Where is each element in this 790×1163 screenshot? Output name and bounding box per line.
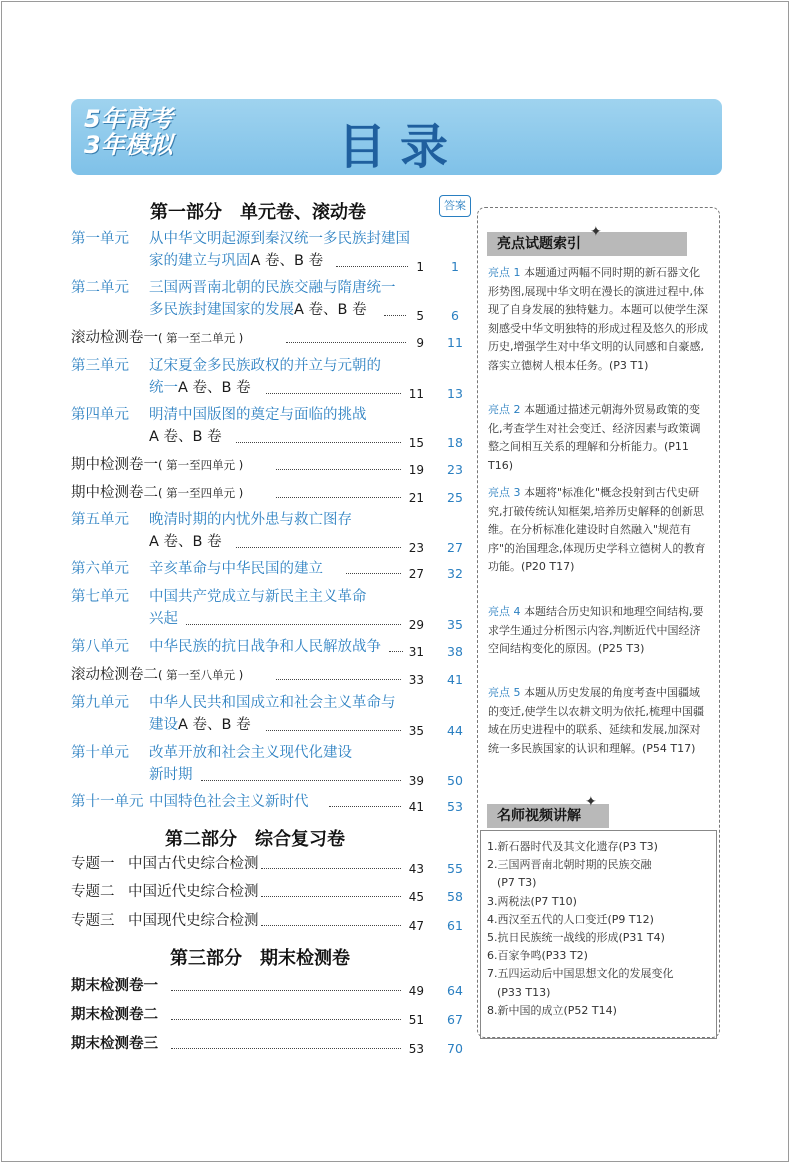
unit-title-line2: 建设 — [149, 717, 178, 733]
unit-title-line1: 中国特色社会主义新时代 — [149, 794, 309, 810]
exam-scope: ( 第一至四单元 ) — [158, 458, 244, 472]
topic-label: 专题二 — [71, 884, 115, 900]
video-item[interactable]: 7.五四运动后中国思想文化的发展变化 — [487, 967, 674, 981]
unit-label: 第三单元 — [71, 358, 129, 374]
video-item[interactable]: 1.新石器时代及其文化遗存(P3 T3) — [487, 840, 658, 853]
toc-entry-unit-7[interactable] — [71, 585, 471, 635]
unit-title-line2: 兴起 — [149, 611, 178, 627]
unit-volumes: A 卷、B 卷 — [178, 717, 251, 733]
answer-page: 23 — [447, 462, 463, 477]
toc-entry-topic-1[interactable] — [71, 852, 471, 878]
answer-page: 6 — [451, 308, 459, 323]
unit-label: 第五单元 — [71, 512, 129, 528]
answer-page: 27 — [447, 540, 463, 555]
toc-entry-unit-1[interactable] — [71, 227, 471, 277]
leader-dots — [261, 896, 401, 897]
highlights-heading: 亮点试题索引 — [487, 232, 687, 256]
answer-page: 18 — [447, 435, 463, 450]
answer-page: 38 — [447, 644, 463, 659]
toc-entry-topic-2[interactable] — [71, 880, 471, 906]
page-number: 41 — [408, 800, 424, 814]
answer-page: 67 — [447, 1012, 463, 1027]
leader-dots — [186, 624, 401, 625]
leader-dots — [286, 342, 406, 343]
leader-dots — [171, 1048, 401, 1049]
page-title: 目录 — [337, 119, 462, 175]
toc-entry-unit-6[interactable] — [71, 557, 471, 583]
answer-page: 1 — [451, 259, 459, 274]
page-number: 33 — [408, 673, 424, 687]
toc-entry-rolling-2[interactable] — [71, 663, 471, 689]
page-number: 49 — [408, 984, 424, 998]
toc-entry-unit-5[interactable] — [71, 508, 471, 558]
video-item[interactable]: 8.新中国的成立(P52 T14) — [487, 1003, 617, 1017]
unit-label: 第十一单元 — [71, 794, 144, 810]
unit-volumes: A 卷、B 卷 — [178, 380, 251, 396]
leader-dots — [261, 868, 401, 869]
video-item[interactable]: 5.抗日民族统一战线的形成(P31 T4) — [487, 931, 665, 945]
unit-title-line2: 新时期 — [149, 767, 193, 783]
unit-label: 第六单元 — [71, 561, 129, 577]
page-number: 15 — [408, 436, 424, 450]
unit-title-line1: 改革开放和社会主义现代化建设 — [149, 745, 352, 761]
unit-volumes: A 卷、B 卷 — [149, 534, 222, 550]
page-number: 5 — [416, 309, 424, 323]
topic-title: 中国近代史综合检测 — [128, 884, 259, 900]
toc-entry-unit-8[interactable] — [71, 635, 471, 661]
video-item-cont[interactable]: (P7 T3) — [497, 876, 537, 890]
toc-entry-final-3[interactable] — [71, 1032, 471, 1058]
toc-entry-final-1[interactable] — [71, 974, 471, 1000]
leader-dots — [266, 730, 401, 731]
page-number: 9 — [416, 336, 424, 350]
topic-title: 中国古代史综合检测 — [128, 856, 259, 872]
unit-title-line1: 明清中国版图的奠定与面临的挑战 — [149, 407, 367, 423]
toc-entry-unit-10[interactable] — [71, 741, 471, 791]
unit-label: 第一单元 — [71, 231, 129, 247]
highlight-tag: 亮点 1 — [488, 266, 521, 279]
unit-title-line1: 中华人民共和国成立和社会主义革命与 — [149, 695, 396, 711]
video-item[interactable]: 3.两税法(P7 T10) — [487, 894, 577, 908]
topic-title: 中国现代史综合检测 — [128, 913, 259, 929]
toc-entry-unit-3[interactable] — [71, 354, 471, 404]
toc-entry-unit-2[interactable] — [71, 276, 471, 326]
exam-scope: ( 第一至八单元 ) — [158, 668, 244, 682]
unit-label: 第八单元 — [71, 639, 129, 655]
page-number: 53 — [408, 1042, 424, 1056]
unit-volumes: A 卷、B 卷 — [250, 253, 324, 269]
unit-volumes: A 卷、B 卷 — [294, 302, 367, 318]
logo-line1: 5年高考 — [84, 105, 173, 133]
toc-entry-midterm-2[interactable] — [71, 481, 471, 507]
unit-volumes: A 卷、B 卷 — [149, 429, 222, 445]
answer-page: 35 — [447, 617, 463, 632]
video-item[interactable]: 4.西汉至五代的人口变迁(P9 T12) — [487, 912, 654, 926]
highlight-4[interactable] — [488, 603, 710, 659]
unit-title-line2: 多民族封建国家的发展 — [149, 302, 294, 318]
unit-title-line1: 从中华文明起源到秦汉统一多民族封建国 — [149, 231, 410, 247]
highlight-text: 本题结合历史知识和地理空间结构,要求学生通过分析图示内容,判断近代中国经济空间结构变化的原因。(P25 T3) — [488, 605, 704, 655]
page-number: 29 — [408, 618, 424, 632]
exam-title: 期末检测卷二 — [71, 1007, 158, 1023]
unit-title-line1: 辛亥革命与中华民国的建立 — [149, 561, 323, 577]
topic-label: 专题三 — [71, 913, 115, 929]
toc-entry-unit-4[interactable] — [71, 403, 471, 453]
exam-title: 期中检测卷二 — [71, 485, 158, 501]
page-number: 39 — [408, 774, 424, 788]
highlight-2[interactable] — [488, 401, 710, 475]
leader-dots — [236, 547, 401, 548]
video-item[interactable]: 2.三国两晋南北朝时期的民族交融 — [487, 858, 652, 872]
unit-title-line1: 中国共产党成立与新民主主义革命 — [149, 589, 367, 605]
answer-page: 61 — [447, 918, 463, 933]
page-number: 27 — [408, 567, 424, 581]
toc-entry-final-2[interactable] — [71, 1003, 471, 1029]
highlight-1[interactable] — [488, 264, 710, 375]
exam-title: 期末检测卷三 — [71, 1036, 158, 1052]
highlight-text: 本题从历史发展的角度考查中国疆域的变迁,使学生以农耕文明为依托,梳理中国疆域在历史进程中的联系、延续和发展,加深对统一多民族国家的认识和理解。(P54 T17) — [488, 686, 704, 755]
answer-page: 32 — [447, 566, 463, 581]
unit-label: 第十单元 — [71, 745, 129, 761]
answer-page: 55 — [447, 861, 463, 876]
page-number: 11 — [408, 387, 424, 401]
unit-label: 第二单元 — [71, 280, 129, 296]
page-number: 51 — [408, 1013, 424, 1027]
leader-dots — [171, 1019, 401, 1020]
sparkle-icon: ✦ — [585, 794, 597, 810]
highlight-text: 本题通过两幅不同时期的新石器文化形势图,展现中华文明在漫长的演进过程中,体现了自身发展的独特魅力。本题可以使学生深刻感受中华文明独特的形成过程及悠久的形成历史,增强学生对中华文明的认同感和自豪感,落实立德树人根本任务。(P3 T1) — [488, 266, 708, 372]
unit-label: 第四单元 — [71, 407, 129, 423]
video-list — [487, 838, 711, 1020]
highlight-tag: 亮点 5 — [488, 686, 521, 699]
unit-title-line1: 辽宋夏金多民族政权的并立与元朝的 — [149, 358, 381, 374]
leader-dots — [276, 679, 401, 680]
exam-title: 滚动检测卷二 — [71, 667, 158, 683]
answer-page: 58 — [447, 889, 463, 904]
toc-entry-unit-11[interactable] — [71, 790, 471, 816]
exam-title: 期中检测卷一 — [71, 457, 158, 473]
unit-title-line1: 三国两晋南北朝的民族交融与隋唐统一 — [149, 280, 396, 296]
answer-page: 13 — [447, 386, 463, 401]
leader-dots — [329, 806, 401, 807]
answer-page: 50 — [447, 773, 463, 788]
answer-page: 41 — [447, 672, 463, 687]
leader-dots — [171, 990, 401, 991]
unit-label: 第七单元 — [71, 589, 129, 605]
highlight-5[interactable] — [488, 684, 710, 758]
answer-column-tag: 答案 — [439, 195, 471, 217]
leader-dots — [236, 442, 401, 443]
page-number: 35 — [408, 724, 424, 738]
part-3-heading: 第三部分 期末检测卷 — [170, 948, 350, 969]
video-item[interactable]: 6.百家争鸣(P33 T2) — [487, 949, 588, 963]
unit-title-line1: 晚清时期的内忧外患与救亡图存 — [149, 512, 352, 528]
answer-page: 44 — [447, 723, 463, 738]
unit-title-line2: 家的建立与巩固 — [149, 253, 251, 269]
toc-entry-unit-9[interactable] — [71, 691, 471, 741]
answer-page: 64 — [447, 983, 463, 998]
leader-dots — [201, 780, 401, 781]
answer-page: 53 — [447, 799, 463, 814]
leader-dots — [346, 573, 401, 574]
answer-page: 11 — [447, 335, 463, 350]
page-number: 19 — [408, 463, 424, 477]
exam-title: 期末检测卷一 — [71, 978, 158, 994]
page-number: 31 — [408, 645, 424, 659]
unit-label: 第九单元 — [71, 695, 129, 711]
answer-page: 25 — [447, 490, 463, 505]
topic-label: 专题一 — [71, 856, 115, 872]
part-2-heading: 第二部分 综合复习卷 — [165, 829, 345, 850]
unit-title-line1: 中华民族的抗日战争和人民解放战争 — [149, 639, 381, 655]
highlight-tag: 亮点 4 — [488, 605, 521, 618]
leader-dots — [276, 469, 401, 470]
video-item-cont[interactable]: (P33 T13) — [497, 985, 551, 999]
answer-page: 70 — [447, 1041, 463, 1056]
page-number: 1 — [416, 260, 424, 274]
video-heading: 名师视频讲解 — [487, 804, 609, 828]
exam-scope: ( 第一至二单元 ) — [158, 331, 244, 345]
exam-title: 滚动检测卷一 — [71, 330, 158, 346]
page-number: 45 — [408, 890, 424, 904]
logo-line2: 3年模拟 — [84, 131, 173, 159]
page-number: 23 — [408, 541, 424, 555]
highlight-3[interactable] — [488, 484, 710, 577]
part-1-heading: 第一部分 单元卷、滚动卷 — [150, 202, 366, 223]
page-number: 21 — [408, 491, 424, 505]
exam-scope: ( 第一至四单元 ) — [158, 486, 244, 500]
leader-dots — [266, 393, 401, 394]
highlight-tag: 亮点 2 — [488, 403, 521, 416]
toc-entry-midterm-1[interactable] — [71, 453, 471, 479]
page-number: 43 — [408, 862, 424, 876]
page-number: 47 — [408, 919, 424, 933]
toc-entry-topic-3[interactable] — [71, 909, 471, 935]
highlight-tag: 亮点 3 — [488, 486, 521, 499]
leader-dots — [261, 925, 401, 926]
sparkle-icon: ✦ — [590, 224, 602, 240]
unit-title-line2: 统一 — [149, 380, 178, 396]
highlight-text: 本题通过描述元朝海外贸易政策的变化,考查学生对社会变迁、经济因素与政策调整之间相互关系的理解和分析能力。(P11 T16) — [488, 403, 701, 472]
brand-logo — [84, 106, 174, 166]
leader-dots — [276, 497, 401, 498]
toc-entry-rolling-1[interactable] — [71, 326, 471, 352]
highlight-text: 本题将"标准化"概念投射到古代史研究,打破传统认知框架,培养历史解释的创新思维。在分析标准化建设时自然融入"规范有序"的治国理念,体现历史学科立德树人的教育功能。(P20 T17) — [488, 486, 706, 573]
